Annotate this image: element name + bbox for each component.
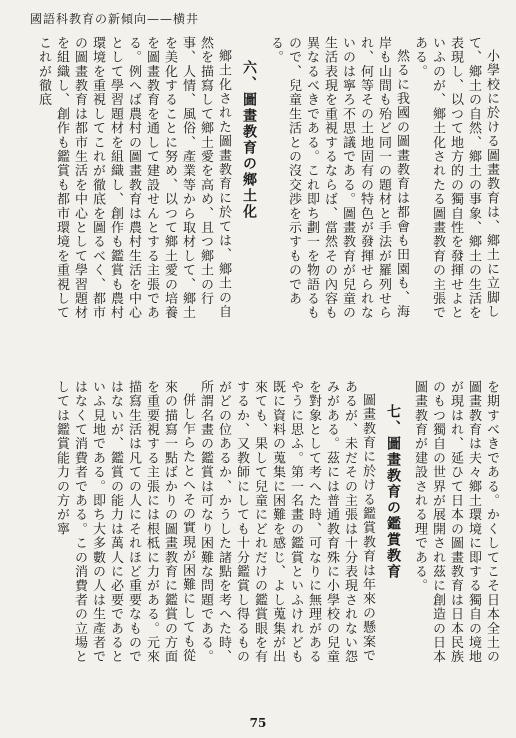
- section-seven-paragraph-3: 併し乍らたとへその實現が困難にしても從來の描寫一點ばかりの圖畫教育に鑑賞の方面を重要視する主張には根柢に力がある。元來描寫生活は凡ての人にそれほど重要なものではないが、鑑賞の能力は萬人に必要であるといふ見地である。即ち大多數の人は生產者ではなくて消費者である。この消費者の立場としては鑑賞能力の方が寧: [54, 380, 195, 664]
- section-seven-paragraph-1: を期すべきである。かくしてこそ日本全土の圖畫教育は夫々鄉土環境に即する獨自の境地が現はれ、延ひて日本の圖畫教育は日本民族のもつ獨自の世界が展開され茲に創造の日本圖畫教育が建設される理である。: [412, 380, 499, 664]
- section-six-heading: 六、圖畫教育の鄉土化: [241, 60, 257, 220]
- page-number: 75: [249, 716, 267, 730]
- section-six-paragraph-2: 然るに我國の圖畫教育は都會も田園も、海岸も山間も殆ど同一の題材と手法が羅列せられ、何等その土地固有の特色が發揮せられないのは寧ろ不思議である。圖畫教育が兒童の生活表現を重視するならば、當然その內容も異なるべきである。これ即ち劃一を物語るもので、兒童生活との沒交渉を示すものである。: [268, 36, 409, 320]
- section-seven: [30, 380, 500, 676]
- section-six-paragraph-3: 鄉土化された圖畫教育に於ては、鄉土の自然を描寫して鄉土愛を高め、且つ鄉土の行事、人情、風俗、產業等から取材して、鄉土を美化することに努め、以つて鄉土愛の培養を圖畫教育を通して建設せんとする主張である。例へば農村の圖畫教育は農村生活を中心として學習題材を組織し、創作も鑑賞も農村環境を重視してこれが徹底を圖るべく、都市の圖畫教育は都市生活を中心として學習題材を組織し、創作も鑑賞も都市環境を重視してこれが徹底: [36, 36, 231, 320]
- section-six: [30, 36, 500, 332]
- running-head: 國語科教育の新傾向——横井: [30, 12, 200, 26]
- section-six-paragraph-1: 小學校に於ける圖畫教育は、鄉土に立脚して、鄉土の自然、鄉土の事象、鄉土の生活を表現し、以つて地方的の獨自性を發揮せよといふのが、鄉土化されたる圖畫教育の主張である。: [412, 36, 499, 320]
- section-seven-heading: 七、圖畫教育の鑑賞教育: [385, 404, 401, 580]
- section-seven-paragraph-2: 圖畫教育に於ける鑑賞教育は年來の懸案であるが、未だその主張は十分表現されない怨みがある。茲には普通教育殊に小學校の兒童を對象として考へた時、可なりに無理があるやうに思ふ。第一名畫の鑑賞といふけれども既に資料の蒐集に困難を感じ、よし蒐集が出來ても、果して兒童にどれだけの鑑賞眼を有するか、又教師にしても十分鑑賞し得るものがどの位あるか、かうした諸點を考へた時、所謂名畫の鑑賞は可なり困難な問題である。: [198, 380, 375, 664]
